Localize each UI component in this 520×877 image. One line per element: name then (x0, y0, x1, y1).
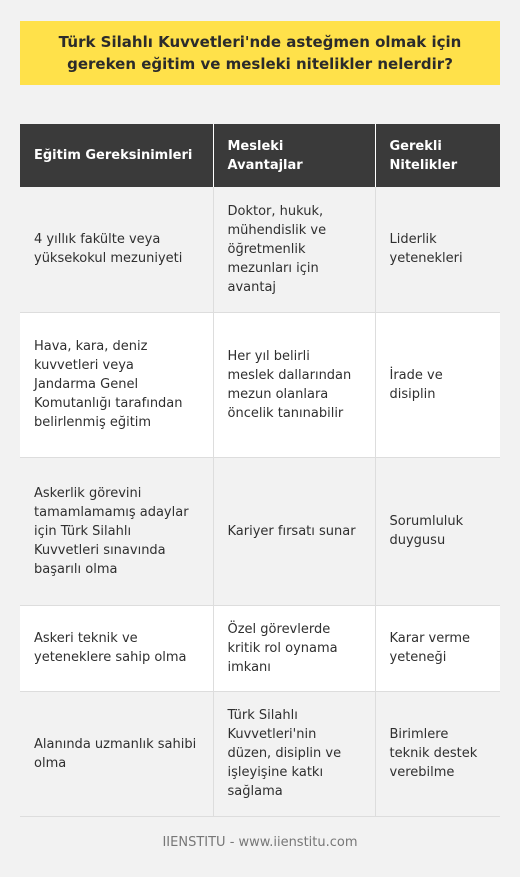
column-header-qualifications: Gerekli Nitelikler (375, 124, 500, 187)
table-cell: Kariyer fırsatı sunar (213, 457, 375, 605)
column-header-advantages: Mesleki Avantajlar (213, 124, 375, 187)
table-cell: Özel görevlerde kritik rol oynama imkanı (213, 605, 375, 691)
column-header-education: Eğitim Gereksinimleri (20, 124, 213, 187)
table-cell: Türk Silahlı Kuvvetleri'nin düzen, disiplin ve işleyişine katkı sağlama (213, 691, 375, 816)
table-header-row (20, 124, 500, 187)
table-cell: Doktor, hukuk, mühendislik ve öğretmenlik mezunları için avantaj (213, 187, 375, 312)
table-cell: 4 yıllık fakülte veya yüksekokul mezuniyeti (20, 187, 213, 312)
table-row (20, 187, 500, 312)
title-banner (20, 21, 500, 85)
table-cell: Karar verme yeteneği (375, 605, 500, 691)
page-title: Türk Silahlı Kuvvetleri'nde asteğmen olmak için gereken eğitim ve mesleki nitelikler nelerdir? (58, 33, 462, 73)
footer-credit: IIENSTITU - www.iienstitu.com (162, 835, 358, 850)
table-cell: İrade ve disiplin (375, 312, 500, 457)
table-cell: Askeri teknik ve yeteneklere sahip olma (20, 605, 213, 691)
table-cell: Askerlik görevini tamamlamamış adaylar için Türk Silahlı Kuvvetleri sınavında başarılı olma (20, 457, 213, 605)
table-row (20, 457, 500, 605)
table-row (20, 312, 500, 457)
table-row (20, 605, 500, 691)
table-cell: Liderlik yetenekleri (375, 187, 500, 312)
requirements-table (20, 124, 500, 817)
table-row (20, 691, 500, 816)
table-cell: Her yıl belirli meslek dallarından mezun olanlara öncelik tanınabilir (213, 312, 375, 457)
table-cell: Birimlere teknik destek verebilme (375, 691, 500, 816)
table-cell: Alanında uzmanlık sahibi olma (20, 691, 213, 816)
table-cell: Hava, kara, deniz kuvvetleri veya Jandarma Genel Komutanlığı tarafından belirlenmiş eğitim (20, 312, 213, 457)
table-cell: Sorumluluk duygusu (375, 457, 500, 605)
